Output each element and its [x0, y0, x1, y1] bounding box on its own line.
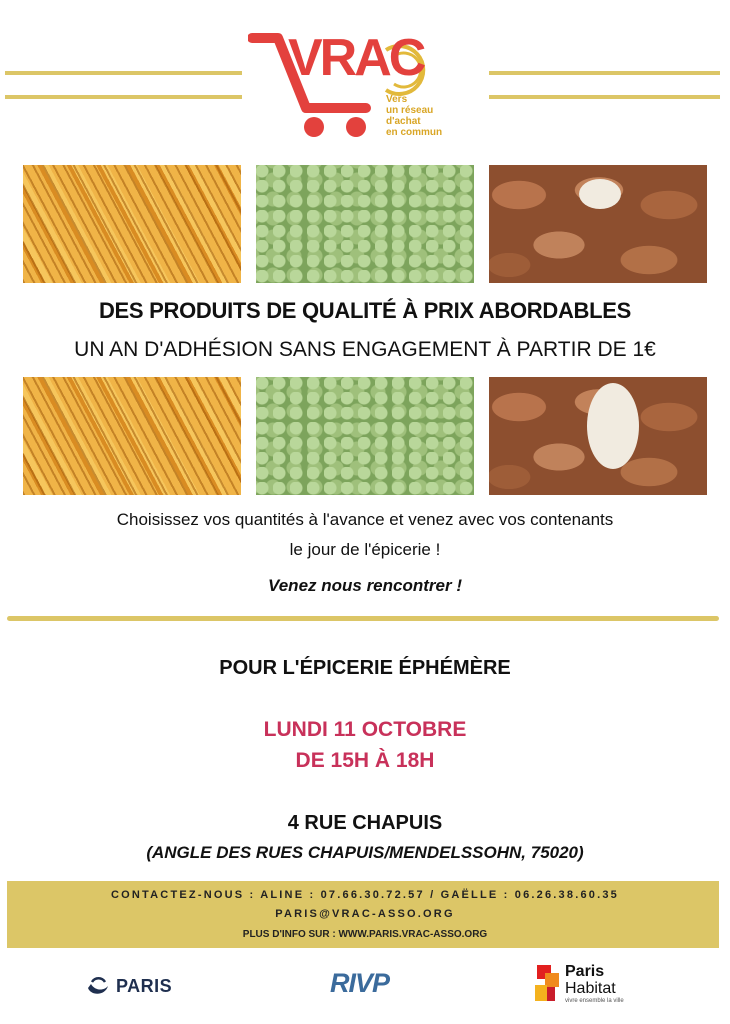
almond-kernel: [579, 179, 621, 209]
section-divider: [7, 616, 719, 621]
paris-logo-text: PARIS: [116, 975, 173, 996]
vrac-logo: [248, 20, 468, 145]
paris-logo: [85, 973, 172, 999]
event-address-detail: (ANGLE DES RUES CHAPUIS/MENDELSSOHN, 75020): [146, 843, 584, 862]
logo-wordmark: VRAC: [288, 29, 424, 87]
logo-tagline: [386, 94, 442, 138]
logo-tagline-line-3: d'achat: [386, 116, 421, 127]
almonds-photo: [489, 377, 707, 495]
call-to-action: Venez nous rencontrer !: [268, 576, 462, 595]
logo-tagline-line-4: en commun: [386, 127, 443, 138]
paris-habitat-logo: [535, 965, 645, 1007]
body-line-2: le jour de l'épicerie !: [289, 540, 441, 559]
logo-tagline-line-1: Vers: [386, 94, 408, 105]
header-stripe-left-bottom: [5, 95, 242, 99]
header-stripe-right-top: [489, 71, 720, 75]
contact-phones: CONTACTEZ-NOUS : ALINE : 07.66.30.72.57 / GAËLLE : 06.26.38.60.35: [111, 889, 619, 901]
rivp-logo: RIVP: [330, 968, 390, 998]
event-title: POUR L'ÉPICERIE ÉPHÉMÈRE: [219, 657, 511, 679]
header-stripe-left-top: [5, 71, 242, 75]
pasta-photo: [23, 165, 241, 283]
paris-habitat-text-1: Paris: [565, 963, 605, 980]
paris-habitat-logo-icon: [535, 965, 561, 1003]
header-stripe-right-bottom: [489, 95, 720, 99]
subheadline: UN AN D'ADHÉSION SANS ENGAGEMENT À PARTIR DE 1€: [74, 338, 656, 361]
contact-email[interactable]: PARIS@VRAC-ASSO.ORG: [275, 908, 455, 920]
contact-website[interactable]: PLUS D'INFO SUR : WWW.PARIS.VRAC-ASSO.ORG: [242, 929, 488, 940]
pasta-photo: [23, 377, 241, 495]
headline: DES PRODUITS DE QUALITÉ À PRIX ABORDABLES: [98, 298, 632, 323]
almond-kernel: [587, 383, 639, 469]
event-time: DE 15H À 18H: [295, 749, 435, 772]
split-peas-photo: [256, 377, 474, 495]
split-peas-photo: [256, 165, 474, 283]
event-address: 4 RUE CHAPUIS: [287, 812, 443, 834]
almonds-photo: [489, 165, 707, 283]
logo-tagline-line-2: un réseau: [386, 105, 434, 116]
paris-habitat-tagline: vivre ensemble la ville: [565, 998, 624, 1004]
paris-logo-icon: [85, 974, 111, 998]
body-line-1: Choisissez vos quantités à l'avance et venez avec vos contenants: [116, 510, 614, 529]
paris-habitat-text-2: Habitat: [565, 980, 616, 997]
event-date: LUNDI 11 OCTOBRE: [263, 718, 467, 741]
